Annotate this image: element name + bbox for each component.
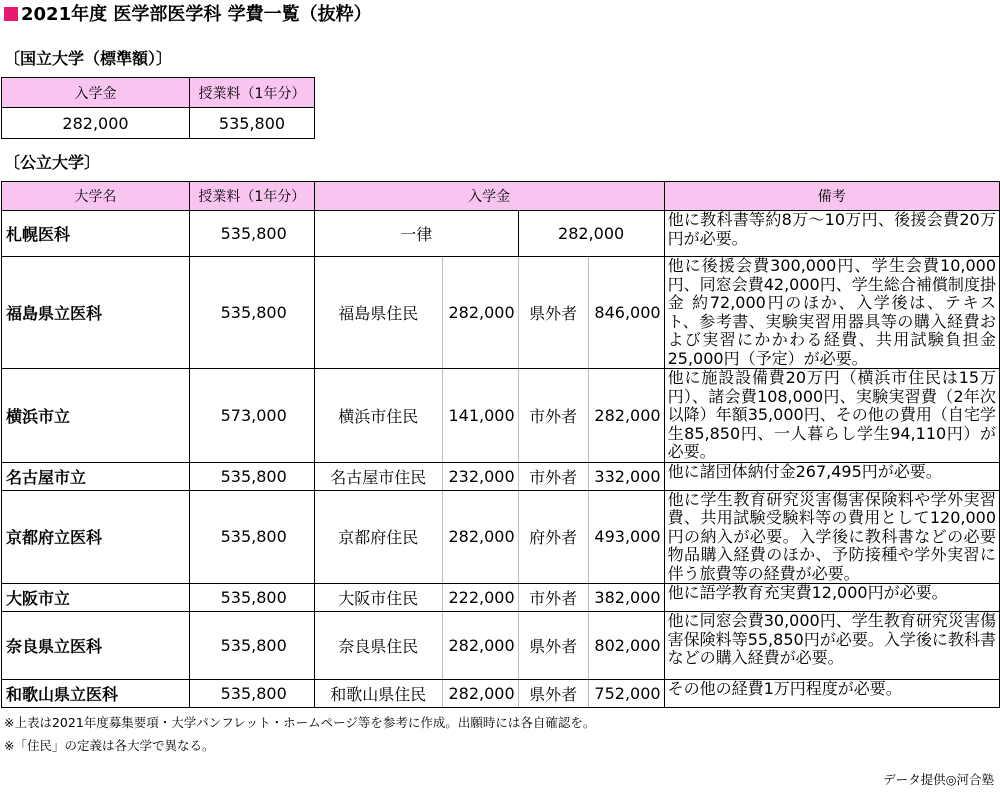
nonresident-label: 市外者 — [518, 369, 588, 463]
page-title-text: 2021年度 医学部医学科 学費一覧（抜粋） — [21, 4, 372, 25]
resident-label: 名古屋市住民 — [314, 462, 442, 490]
public-table — [1, 181, 1000, 708]
tuition-value: 535,800 — [189, 257, 314, 369]
resident-label: 横浜市住民 — [314, 369, 442, 463]
tuition-value: 535,800 — [189, 211, 314, 257]
resident-label: 京都府住民 — [314, 490, 442, 584]
nonresident-fee: 282,000 — [588, 369, 664, 463]
table-row — [2, 257, 1000, 369]
univ-name: 名古屋市立 — [2, 462, 190, 490]
note-text: 他に諸団体納付金267,495円が必要。 — [664, 462, 999, 490]
table-row — [2, 490, 1000, 584]
note-text: 他に後援会費300,000円、学生会費10,000円、同窓会費42,000円、学生総合補償制度掛金 約72,000円のほか、入学後は、テキスト、参考書、実験実習用器具等の購入経費および実習にかかわる経費、共用試験負担金25,000円（予定）が必要。 — [664, 257, 999, 369]
resident-fee: 282,000 — [442, 680, 518, 708]
header-admission: 入学金 — [314, 182, 664, 211]
tuition-value: 535,800 — [189, 490, 314, 584]
footnote-2: ※「住民」の定義は各大学で異なる。 — [4, 738, 215, 753]
table-row — [2, 211, 1000, 257]
pink-square-icon — [4, 7, 18, 21]
nonresident-fee: 752,000 — [588, 680, 664, 708]
table-row — [2, 584, 1000, 612]
nonresident-fee: 493,000 — [588, 490, 664, 584]
resident-label: 奈良県住民 — [314, 612, 442, 680]
univ-name: 大阪市立 — [2, 584, 190, 612]
note-text: その他の経費1万円程度が必要。 — [664, 680, 999, 708]
resident-fee: 282,000 — [442, 612, 518, 680]
resident-fee: 141,000 — [442, 369, 518, 463]
header-univ: 大学名 — [2, 182, 190, 211]
table-row — [2, 612, 1000, 680]
footnote-1: ※上表は2021年度募集要項・大学パンフレット・ホームページ等を参考に作成。出願時には各自確認を。 — [4, 715, 596, 730]
univ-name: 京都府立医科 — [2, 490, 190, 584]
national-table — [1, 77, 315, 139]
table-row — [2, 369, 1000, 463]
page-title — [4, 2, 372, 28]
nonresident-label: 市外者 — [518, 462, 588, 490]
header-tuition: 授業料（1年分） — [189, 182, 314, 211]
nonresident-label: 県外者 — [518, 612, 588, 680]
univ-name: 札幌医科 — [2, 211, 190, 257]
tuition-value: 535,800 — [189, 584, 314, 612]
tuition-value: 535,800 — [189, 612, 314, 680]
national-tuition-value: 535,800 — [190, 108, 315, 139]
uniform-label: 一律 — [314, 211, 518, 257]
univ-name: 福島県立医科 — [2, 257, 190, 369]
table-row — [2, 680, 1000, 708]
note-text: 他に施設設備費20万円（横浜市住民は15万円）、諸会費108,000円、実験実習費（2年次以降）年額35,000円、その他の費用（自宅学生85,850円、一人暮らし学生94,110円）が必要。 — [664, 369, 999, 463]
nonresident-label: 県外者 — [518, 257, 588, 369]
tuition-value: 573,000 — [189, 369, 314, 463]
tuition-value: 535,800 — [189, 462, 314, 490]
data-credit: データ提供◎河合塾 — [883, 772, 994, 787]
national-header-admission: 入学金 — [2, 78, 190, 108]
resident-fee: 222,000 — [442, 584, 518, 612]
univ-name: 和歌山県立医科 — [2, 680, 190, 708]
resident-label: 福島県住民 — [314, 257, 442, 369]
resident-fee: 232,000 — [442, 462, 518, 490]
national-admission-value: 282,000 — [2, 108, 190, 139]
nonresident-label: 県外者 — [518, 680, 588, 708]
nonresident-fee: 382,000 — [588, 584, 664, 612]
national-header-tuition: 授業料（1年分） — [190, 78, 315, 108]
univ-name: 横浜市立 — [2, 369, 190, 463]
resident-fee: 282,000 — [442, 490, 518, 584]
national-heading: 〔国立大学（標準額）〕 — [4, 49, 173, 68]
nonresident-fee: 802,000 — [588, 612, 664, 680]
tuition-value: 535,800 — [189, 680, 314, 708]
resident-label: 大阪市住民 — [314, 584, 442, 612]
note-text: 他に学生教育研究災害傷害保険料や学外実習費、共用試験受験料等の費用として120,000円の納入が必要。入学後に教科書などの必要物品購入経費のほか、予防接種や学外実習に伴う旅費等の経費が必要。 — [664, 490, 999, 584]
nonresident-label: 府外者 — [518, 490, 588, 584]
header-notes: 備考 — [664, 182, 999, 211]
univ-name: 奈良県立医科 — [2, 612, 190, 680]
nonresident-fee: 846,000 — [588, 257, 664, 369]
public-heading: 〔公立大学〕 — [4, 153, 101, 172]
note-text: 他に教科書等約8万～10万円、後援会費20万円が必要。 — [664, 211, 999, 257]
nonresident-label: 市外者 — [518, 584, 588, 612]
uniform-fee: 282,000 — [518, 211, 664, 257]
resident-fee: 282,000 — [442, 257, 518, 369]
nonresident-fee: 332,000 — [588, 462, 664, 490]
table-row — [2, 462, 1000, 490]
note-text: 他に同窓会費30,000円、学生教育研究災害傷害保険料等55,850円が必要。入学後に教科書などの購入経費が必要。 — [664, 612, 999, 680]
resident-label: 和歌山県住民 — [314, 680, 442, 708]
note-text: 他に語学教育充実費12,000円が必要。 — [664, 584, 999, 612]
